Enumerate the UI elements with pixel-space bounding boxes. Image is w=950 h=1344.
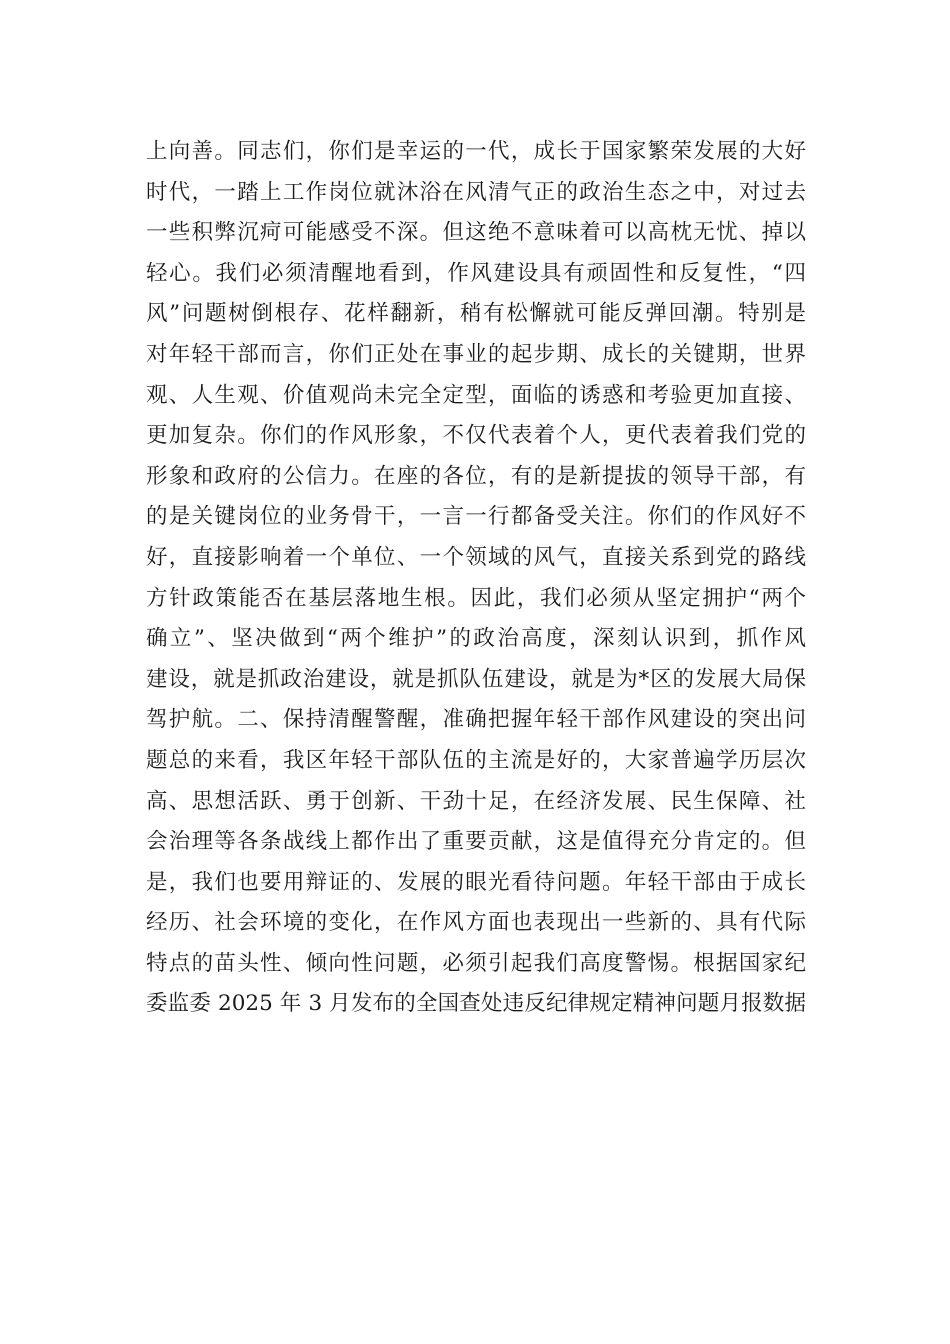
text-line: 好，直接影响着一个单位、一个领域的风气，直接关系到党的路线 xyxy=(146,544,806,570)
text-line: 轻心。我们必须清醒地看到，作风建设具有顽固性和反复性，“四 xyxy=(146,260,806,286)
text-line: 特点的苗头性、倾向性问题，必须引起我们高度警惕。根据国家纪 xyxy=(146,950,806,976)
text-line: 高、思想活跃、勇于创新、干劲十足，在经济发展、民生保障、社 xyxy=(146,788,806,814)
text-line: 更加复杂。你们的作风形象，不仅代表着个人，更代表着我们党的 xyxy=(146,423,806,449)
text-line: 上向善。同志们，你们是幸运的一代，成长于国家繁荣发展的大好 xyxy=(146,139,806,164)
text-line: 经历、社会环境的变化，在作风方面也表现出一些新的、具有代际 xyxy=(146,910,806,936)
text-line: 题总的来看，我区年轻干部队伍的主流是好的，大家普遍学历层次 xyxy=(146,747,806,773)
text-line: 对年轻干部而言，你们正处在事业的起步期、成长的关键期，世界 xyxy=(146,341,806,367)
text-line: 驾护航。二、保持清醒警醒，准确把握年轻干部作风建设的突出问 xyxy=(146,707,806,733)
text-line: 一些积弊沉疴可能感受不深。但这绝不意味着可以高枕无忧、掉以 xyxy=(146,220,806,246)
text-line: 风”问题树倒根存、花样翻新，稍有松懈就可能反弹回潮。特别是 xyxy=(146,301,806,327)
text-line: 确立”、坚决做到“两个维护”的政治高度，深刻认识到，抓作风 xyxy=(146,626,806,652)
text-line: 建设，就是抓政治建设，就是抓队伍建设，就是为*区的发展大局保 xyxy=(146,666,806,692)
text-line: 的是关键岗位的业务骨干，一言一行都备受关注。你们的作风好不 xyxy=(146,504,806,530)
text-line: 是，我们也要用辩证的、发展的眼光看待问题。年轻干部由于成长 xyxy=(146,869,806,895)
text-line: 委监委 2025 年 3 月发布的全国查处违反纪律规定精神问题月报数据 xyxy=(146,991,806,1017)
text-line: 形象和政府的公信力。在座的各位，有的是新提拔的领导干部，有 xyxy=(146,463,806,489)
text-line: 观、人生观、价值观尚未完全定型，面临的诱惑和考验更加直接、 xyxy=(146,382,806,408)
body-text xyxy=(146,132,806,1025)
text-line: 会治理等各条战线上都作出了重要贡献，这是值得充分肯定的。但 xyxy=(146,829,806,855)
text-line: 方针政策能否在基层落地生根。因此，我们必须从坚定拥护“两个 xyxy=(146,585,806,611)
text-line: 时代，一踏上工作岗位就沐浴在风清气正的政治生态之中，对过去 xyxy=(146,179,806,205)
